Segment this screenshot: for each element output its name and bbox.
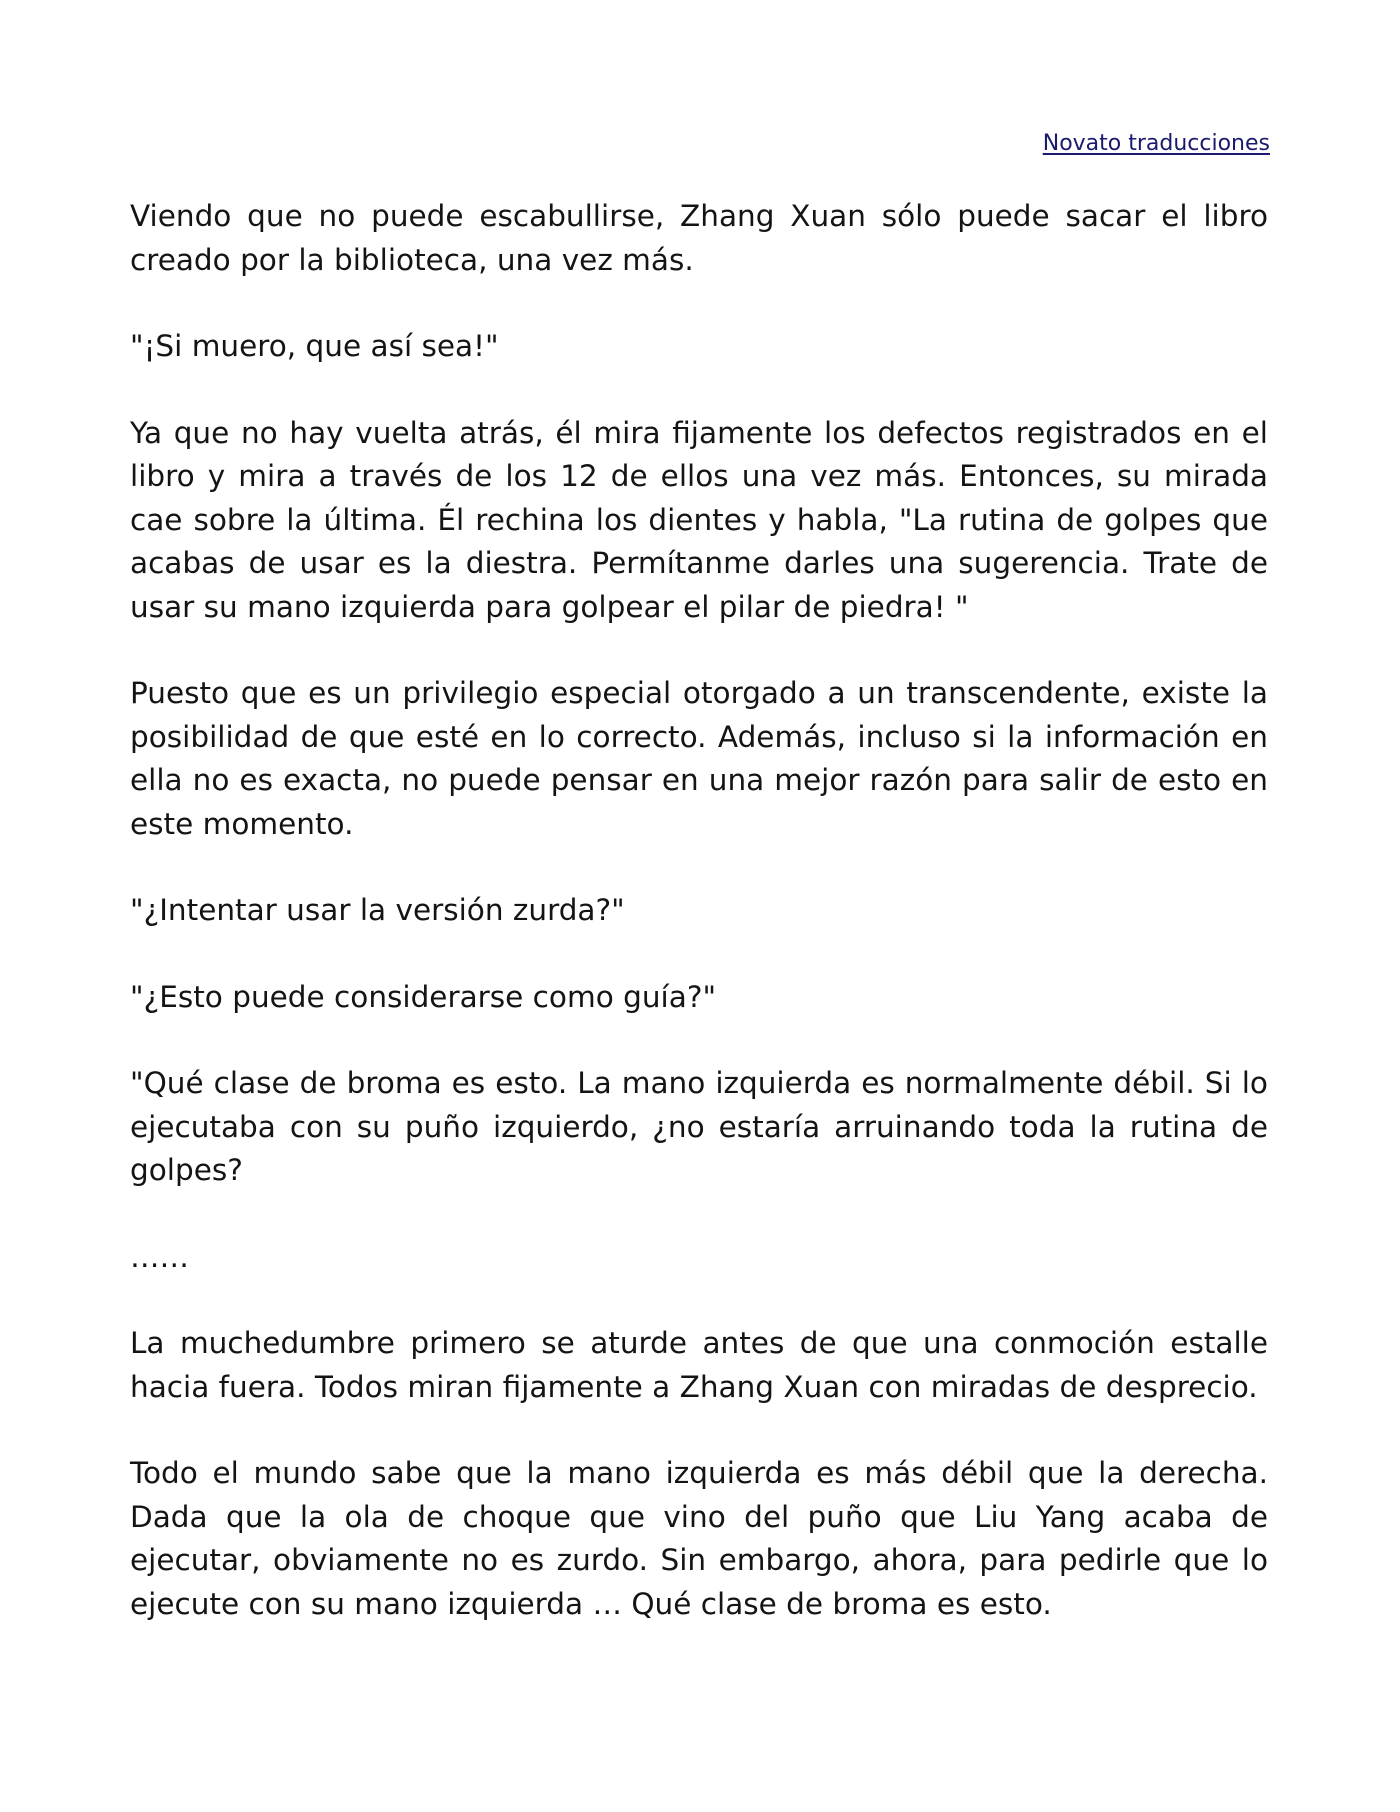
paragraph: …… xyxy=(130,1239,189,1274)
document-body xyxy=(130,195,1268,1669)
paragraph: Puesto que es un privilegio especial otorgado a un transcendente, existe la posibilidad de que esté en lo correcto. Además, incluso si la información en ella no es exacta, no puede pensar en una mejor razón para salir de esto en este momento. xyxy=(130,676,1268,841)
header-link[interactable]: Novato traducciones xyxy=(1042,131,1270,156)
paragraph: "Qué clase de broma es esto. La mano izquierda es normalmente débil. Si lo ejecutaba con su puño izquierdo, ¿no estaría arruinando toda la rutina de golpes? xyxy=(130,1066,1268,1187)
paragraph: "¿Intentar usar la versión zurda?" xyxy=(130,893,625,927)
paragraph: Ya que no hay vuelta atrás, él mira fijamente los defectos registrados en el libro y mira a través de los 12 de ellos una vez más. Entonces, su mirada cae sobre la última. Él rechina los dientes y habla, "La rutina de golpes que acabas de usar es la diestra. Permítanme darles una sugerencia. Trate de usar su mano izquierda para golpear el pilar de piedra! " xyxy=(130,415,1268,624)
paragraph: Todo el mundo sabe que la mano izquierda es más débil que la derecha. Dada que la ola de choque que vino del puño que Liu Yang acaba de ejecutar, obviamente no es zurdo. Sin embargo, ahora, para pedirle que lo ejecute con su mano izquierda … Qué clase de broma es esto. xyxy=(130,1456,1268,1621)
paragraph: La muchedumbre primero se aturde antes de que una conmoción estalle hacia fuera. Todos miran fijamente a Zhang Xuan con miradas de desprecio. xyxy=(130,1326,1268,1404)
paragraph: "¡Si muero, que así sea!" xyxy=(130,329,499,363)
paragraph: "¿Esto puede considerarse como guía?" xyxy=(130,979,717,1014)
paragraph: Viendo que no puede escabullirse, Zhang Xuan sólo puede sacar el libro creado por la biblioteca, una vez más. xyxy=(130,199,1268,277)
